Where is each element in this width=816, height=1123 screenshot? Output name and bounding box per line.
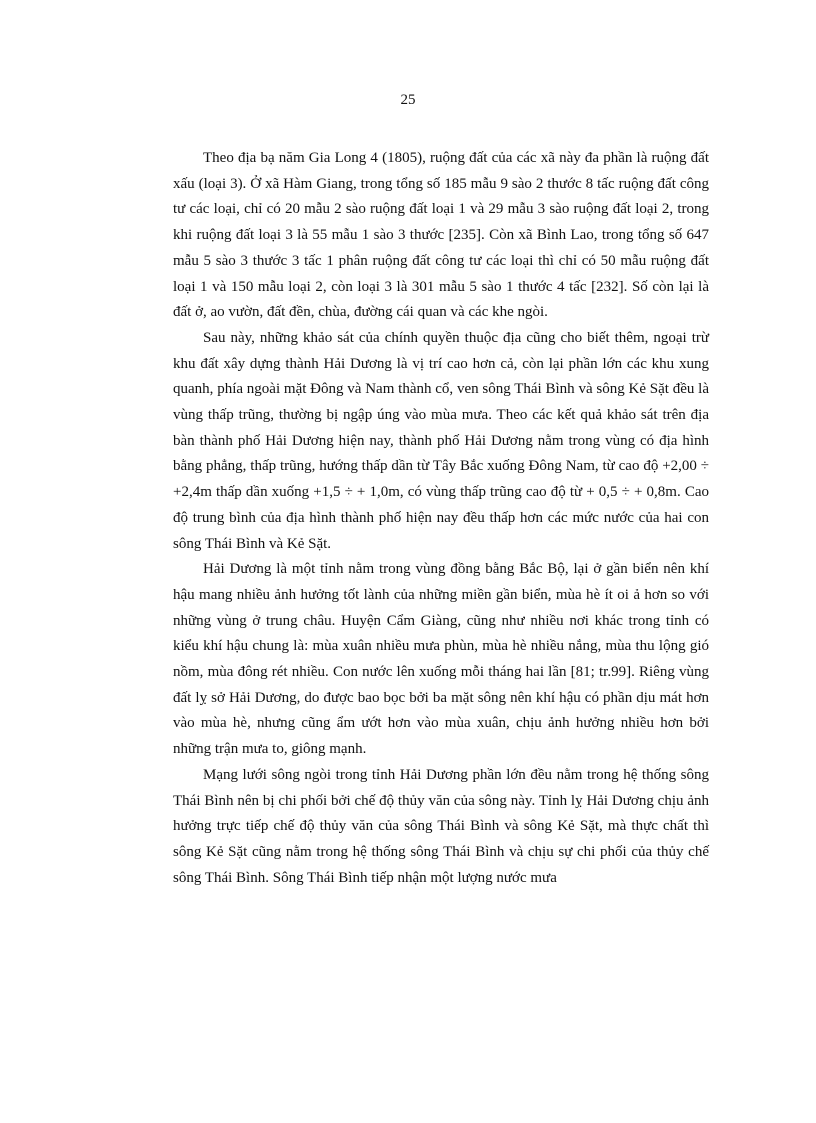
paragraph-song-ngoi: Mạng lưới sông ngòi trong tỉnh Hải Dương phần lớn đều nằm trong hệ thống sông Thái Bình nên bị chi phối bởi chế độ thủy văn của sông này. Tỉnh lỵ Hải Dương chịu ảnh hưởng trực tiếp chế độ thủy văn của sông Thái Bình và sông Kẻ Sặt, mà thực chất thì sông Kẻ Sặt cũng nằm trong hệ thống sông Thái Bình và chịu sự chi phối của thủy chế sông Thái Bình. Sông Thái Bình tiếp nhận một lượng nước mưa	[173, 766, 709, 886]
document-body	[173, 146, 709, 891]
page-number: 25	[400, 92, 416, 108]
paragraph-khao-sat: Sau này, những khảo sát của chính quyền thuộc địa cũng cho biết thêm, ngoại trừ khu đất xây dựng thành Hải Dương là vị trí cao hơn cả, còn lại phần lớn các khu xung quanh, phía ngoài mặt Đông và Nam thành cổ, ven sông Thái Bình và sông Kẻ Sặt đều là vùng thấp trũng, thường bị ngập úng vào mùa mưa. Theo các kết quả khảo sát trên địa bàn thành phố Hải Dương hiện nay, thành phố Hải Dương nằm trong vùng có địa hình bằng phẳng, thấp trũng, hướng thấp dần từ Tây Bắc xuống Đông Nam, từ cao độ +2,00 ÷ +2,4m thấp dần xuống +1,5 ÷ + 1,0m, có vùng thấp trũng cao độ từ + 0,5 ÷ + 0,8m. Cao độ trung bình của địa hình thành phố hiện nay đều thấp hơn các mức nước của hai con sông Thái Bình và Kẻ Sặt.	[173, 329, 709, 552]
paragraph-khi-hau: Hải Dương là một tỉnh nằm trong vùng đồng bằng Bắc Bộ, lại ở gần biển nên khí hậu mang nhiều ảnh hưởng tốt lành của những miền gần biển, mùa hè ít oi ả hơn so với những vùng ở trung châu. Huyện Cẩm Giàng, cũng như nhiều nơi khác trong tỉnh có kiểu khí hậu chung là: mùa xuân nhiều mưa phùn, mùa hè nhiều nắng, mùa thu lộng gió nồm, mùa đông rét nhiều. Con nước lên xuống mỗi tháng hai lần [81; tr.99]. Riêng vùng đất lỵ sở Hải Dương, do được bao bọc bởi ba mặt sông nên khí hậu có phần dịu mát hơn vào mùa hè, nhưng cũng ẩm ướt hơn vào mùa xuân, chịu ảnh hưởng nhiều hơn bởi những trận mưa to, giông mạnh.	[173, 561, 709, 758]
paragraph-dia-ba: Theo địa bạ năm Gia Long 4 (1805), ruộng đất của các xã này đa phần là ruộng đất xấu (loại 3). Ở xã Hàm Giang, trong tổng số 185 mẫu 9 sào 2 thước 8 tấc ruộng đất công tư các loại, chỉ có 20 mẫu 2 sào ruộng đất loại 1 và 29 mẫu 3 sào ruộng đất loại 2, trong khi ruộng đất loại 3 là 55 mẫu 1 sào 3 thước [235]. Còn xã Bình Lao, trong tổng số 647 mẫu 5 sào 3 thước 3 tấc 1 phân ruộng đất công tư các loại thì chỉ có 50 mẫu ruộng đất loại 1 và 150 mẫu loại 2, còn loại 3 là 301 mẫu 5 sào 1 thước 4 tấc [232]. Số còn lại là đất ở, ao vườn, đất đền, chùa, đường cái quan và các khe ngòi.	[173, 150, 709, 321]
